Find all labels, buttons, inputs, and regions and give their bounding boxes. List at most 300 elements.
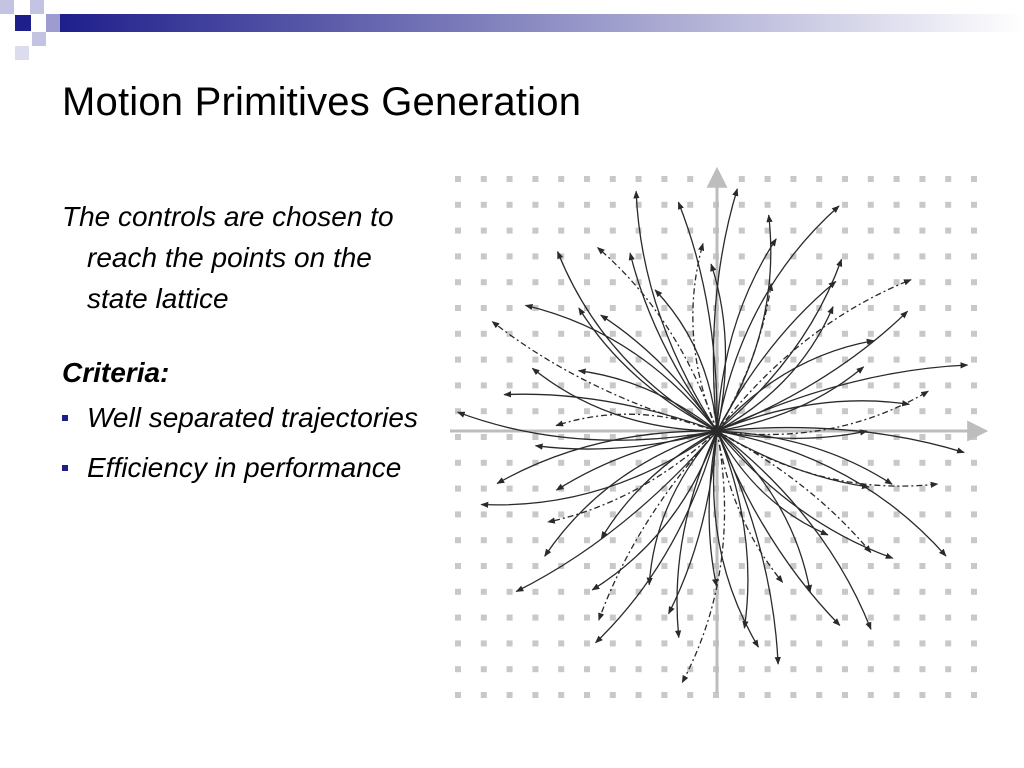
lattice-point (945, 486, 951, 492)
lattice-point (919, 563, 925, 569)
lattice-point (842, 408, 848, 414)
lattice-point (558, 666, 564, 672)
origin-point (714, 428, 721, 435)
lattice-point (971, 666, 977, 672)
lattice-point (842, 176, 848, 182)
lattice-point (971, 434, 977, 440)
lattice-point (455, 486, 461, 492)
lattice-point (868, 434, 874, 440)
lattice-point (455, 202, 461, 208)
lattice-point (532, 202, 538, 208)
lattice-point (739, 228, 745, 234)
lattice-point (507, 408, 513, 414)
lattice-point (481, 589, 487, 595)
lattice-point (945, 589, 951, 595)
lattice-point (532, 615, 538, 621)
lattice-point (481, 408, 487, 414)
lattice-point (971, 640, 977, 646)
lattice-point (816, 486, 822, 492)
lattice-point (790, 176, 796, 182)
lattice-point (507, 640, 513, 646)
lattice-point (919, 511, 925, 517)
lattice-point (507, 382, 513, 388)
lattice-point (816, 589, 822, 595)
lattice-point (790, 202, 796, 208)
lattice-point (919, 305, 925, 311)
lattice-point (687, 692, 693, 698)
lattice-point (455, 460, 461, 466)
lattice-point (945, 537, 951, 543)
lattice-point (455, 511, 461, 517)
lattice-point (971, 460, 977, 466)
lattice-point (610, 666, 616, 672)
lattice-point (687, 305, 693, 311)
lattice-point (765, 331, 771, 337)
lattice-point (584, 331, 590, 337)
lattice-point (481, 253, 487, 259)
lattice-point (945, 666, 951, 672)
lattice-point (919, 434, 925, 440)
lattice-point (532, 331, 538, 337)
lattice-point (584, 460, 590, 466)
lattice-point (919, 357, 925, 363)
lattice-point (610, 331, 616, 337)
square-bullet-icon (62, 415, 68, 421)
lattice-point (507, 666, 513, 672)
lattice-point (481, 331, 487, 337)
lattice-point (610, 537, 616, 543)
lattice-point (739, 253, 745, 259)
lattice-point (507, 357, 513, 363)
lattice-point (636, 305, 642, 311)
header-square-light (15, 46, 29, 60)
lattice-point (739, 331, 745, 337)
lattice-point (842, 666, 848, 672)
lattice-point (610, 305, 616, 311)
lattice-point (971, 331, 977, 337)
lattice-point (455, 228, 461, 234)
lattice-point (558, 460, 564, 466)
lattice-point (481, 279, 487, 285)
lattice-point (661, 202, 667, 208)
lattice-point (739, 666, 745, 672)
lattice-point (945, 511, 951, 517)
lattice-point (610, 176, 616, 182)
lattice-point (842, 202, 848, 208)
lattice-point (507, 279, 513, 285)
lattice-point (894, 279, 900, 285)
lattice-point (558, 692, 564, 698)
lattice-point (455, 357, 461, 363)
state-lattice-diagram (448, 163, 996, 701)
trajectory-curve (516, 431, 717, 592)
lattice-point (919, 460, 925, 466)
lattice-point (636, 692, 642, 698)
lattice-point (532, 486, 538, 492)
lattice-point (558, 202, 564, 208)
lattice-point (894, 176, 900, 182)
lattice-point (661, 357, 667, 363)
lattice-point (507, 305, 513, 311)
lattice-point (790, 615, 796, 621)
lattice-point (455, 434, 461, 440)
lattice-point (739, 640, 745, 646)
lattice-point (558, 279, 564, 285)
lattice-point (687, 537, 693, 543)
lattice-point (790, 692, 796, 698)
lattice-point (945, 305, 951, 311)
lattice-point (868, 537, 874, 543)
lattice-point (765, 511, 771, 517)
lattice-point (790, 486, 796, 492)
lattice-point (455, 640, 461, 646)
lattice-point (455, 253, 461, 259)
lattice-point (790, 305, 796, 311)
lattice-point (894, 589, 900, 595)
lattice-point (532, 589, 538, 595)
lattice-point (507, 176, 513, 182)
trajectory-curve (579, 308, 717, 431)
lattice-point (661, 176, 667, 182)
lattice-point (971, 357, 977, 363)
lattice-point (481, 305, 487, 311)
lattice-point (610, 692, 616, 698)
lattice-point (971, 563, 977, 569)
lattice-point (558, 331, 564, 337)
lattice-point (481, 460, 487, 466)
lattice-point (919, 615, 925, 621)
lattice-point (945, 434, 951, 440)
trajectory-curve (677, 431, 717, 638)
lattice-point (868, 511, 874, 517)
lattice-point (945, 228, 951, 234)
lattice-point (790, 434, 796, 440)
lattice-point (507, 434, 513, 440)
lattice-point (790, 589, 796, 595)
lattice-point (919, 537, 925, 543)
lattice-point (636, 666, 642, 672)
lattice-point (868, 382, 874, 388)
lattice-point (455, 331, 461, 337)
lattice-point (455, 589, 461, 595)
lattice-point (765, 615, 771, 621)
lattice-point (919, 228, 925, 234)
lattice-point (507, 563, 513, 569)
lattice-point (507, 486, 513, 492)
lattice-point (532, 563, 538, 569)
lattice-point (610, 615, 616, 621)
criteria-item-text: Well separated trajectories (87, 402, 418, 433)
header-square-light (32, 32, 46, 46)
lattice-point (610, 253, 616, 259)
lattice-point (739, 537, 745, 543)
lattice-point (971, 253, 977, 259)
trajectory-curve (481, 431, 717, 505)
lattice-point (816, 615, 822, 621)
criteria-list (62, 397, 422, 488)
lattice-point (945, 382, 951, 388)
lattice-point (584, 640, 590, 646)
lattice-point (842, 486, 848, 492)
header-square-light (30, 0, 44, 14)
lattice-point (558, 357, 564, 363)
lattice-point (842, 640, 848, 646)
lattice-point (790, 382, 796, 388)
lattice-point (584, 253, 590, 259)
lattice-point (661, 382, 667, 388)
lattice-point (507, 202, 513, 208)
lattice-point (507, 228, 513, 234)
lattice-point (919, 486, 925, 492)
lattice-point (971, 537, 977, 543)
lattice-point (481, 563, 487, 569)
lattice-point (919, 253, 925, 259)
criteria-item-text: Efficiency in performance (87, 452, 402, 483)
lattice-point (816, 666, 822, 672)
lattice-point (636, 331, 642, 337)
lattice-point (687, 279, 693, 285)
lattice-point (532, 537, 538, 543)
lattice-point (790, 460, 796, 466)
lattice-point (816, 202, 822, 208)
lattice-point (919, 176, 925, 182)
lattice-point (919, 331, 925, 337)
lattice-point (687, 253, 693, 259)
lattice-point (945, 202, 951, 208)
header-decoration (0, 0, 1024, 70)
lattice-point (610, 382, 616, 388)
lattice-point (558, 589, 564, 595)
trajectory-curve (548, 431, 717, 522)
lattice-point (687, 202, 693, 208)
lattice-point (558, 408, 564, 414)
lattice-point (584, 615, 590, 621)
lattice-point (481, 537, 487, 543)
lattice-point (868, 589, 874, 595)
lattice-point (481, 228, 487, 234)
lattice-point (636, 563, 642, 569)
lattice-point (842, 692, 848, 698)
lattice-point (584, 357, 590, 363)
lattice-point (765, 202, 771, 208)
lattice-point (842, 615, 848, 621)
lattice-point (532, 357, 538, 363)
lattice-point (481, 357, 487, 363)
criteria-heading: Criteria: (62, 357, 170, 388)
lattice-point (945, 253, 951, 259)
lattice-point (610, 563, 616, 569)
lattice-point (868, 176, 874, 182)
lattice-point (971, 692, 977, 698)
lattice-point (816, 176, 822, 182)
slide-title: Motion Primitives Generation (62, 80, 582, 124)
lattice-point (532, 692, 538, 698)
lattice-point (584, 228, 590, 234)
trajectory-curve (717, 431, 778, 664)
lattice-point (739, 279, 745, 285)
intro-paragraph: The controls are chosen to reach the points on the state lattice (62, 201, 394, 314)
trajectory-curve (601, 315, 717, 431)
lattice-point (894, 666, 900, 672)
lattice-point (945, 692, 951, 698)
lattice-point (636, 511, 642, 517)
lattice-point (661, 666, 667, 672)
lattice-point (507, 615, 513, 621)
lattice-point (842, 228, 848, 234)
lattice-point (481, 434, 487, 440)
lattice-point (739, 176, 745, 182)
lattice-point (919, 202, 925, 208)
lattice-point (532, 511, 538, 517)
lattice-point (842, 563, 848, 569)
lattice-point (816, 563, 822, 569)
lattice-point (661, 692, 667, 698)
trajectory-curve (492, 322, 717, 432)
lattice-point (894, 408, 900, 414)
lattice-point (532, 176, 538, 182)
lattice-point (868, 202, 874, 208)
lattice-point (584, 382, 590, 388)
lattice-point (687, 615, 693, 621)
lattice-point (481, 486, 487, 492)
lattice-point (894, 615, 900, 621)
lattice-point (687, 589, 693, 595)
lattice-point (455, 692, 461, 698)
lattice-point (790, 331, 796, 337)
lattice-point (945, 279, 951, 285)
lattice-point (842, 253, 848, 259)
lattice-point (790, 228, 796, 234)
lattice-point (919, 279, 925, 285)
lattice-point (610, 640, 616, 646)
lattice-point (945, 331, 951, 337)
header-square-mid (46, 14, 60, 32)
lattice-point (481, 176, 487, 182)
lattice-point (894, 305, 900, 311)
lattice-point (687, 640, 693, 646)
lattice-point (842, 331, 848, 337)
lattice-point (507, 511, 513, 517)
lattice-point (584, 486, 590, 492)
lattice-point (894, 357, 900, 363)
lattice-point (636, 408, 642, 414)
lattice-point (558, 305, 564, 311)
lattice-point (816, 228, 822, 234)
lattice-point (842, 460, 848, 466)
lattice-point (739, 202, 745, 208)
lattice-point (532, 228, 538, 234)
lattice-point (816, 253, 822, 259)
lattice-point (481, 202, 487, 208)
lattice-point (842, 589, 848, 595)
lattice-point (945, 615, 951, 621)
lattice-point (481, 511, 487, 517)
lattice-point (584, 408, 590, 414)
lattice-point (868, 279, 874, 285)
lattice-point (971, 279, 977, 285)
lattice-point (868, 692, 874, 698)
lattice-point (971, 382, 977, 388)
lattice-point (868, 563, 874, 569)
square-bullet-icon (62, 465, 68, 471)
lattice-point (661, 305, 667, 311)
lattice-point (945, 408, 951, 414)
lattice-point (739, 589, 745, 595)
lattice-point (636, 253, 642, 259)
lattice-point (455, 615, 461, 621)
lattice-point (919, 589, 925, 595)
lattice-point (971, 305, 977, 311)
lattice-point (661, 253, 667, 259)
lattice-point (971, 176, 977, 182)
lattice-point (816, 408, 822, 414)
lattice-point (894, 382, 900, 388)
lattice-point (661, 615, 667, 621)
lattice-point (661, 563, 667, 569)
lattice-point (532, 253, 538, 259)
lattice-point (919, 666, 925, 672)
lattice-point (868, 666, 874, 672)
lattice-point (532, 279, 538, 285)
header-gradient-bar (60, 14, 1024, 32)
lattice-point (610, 434, 616, 440)
lattice-point (584, 692, 590, 698)
lattice-point (636, 228, 642, 234)
lattice-point (532, 382, 538, 388)
lattice-point (584, 176, 590, 182)
lattice-point (894, 640, 900, 646)
lattice-point (919, 382, 925, 388)
lattice-point (610, 279, 616, 285)
lattice-point (481, 382, 487, 388)
lattice-point (894, 563, 900, 569)
lattice-point (661, 279, 667, 285)
lattice-point (661, 640, 667, 646)
lattice-point (842, 511, 848, 517)
lattice-point (868, 305, 874, 311)
lattice-point (868, 615, 874, 621)
lattice-point (636, 176, 642, 182)
lattice-point (610, 511, 616, 517)
lattice-point (636, 640, 642, 646)
lattice-point (868, 228, 874, 234)
lattice-point (455, 666, 461, 672)
lattice-point (610, 357, 616, 363)
lattice-point (455, 279, 461, 285)
lattice-point (868, 460, 874, 466)
criteria-item (62, 447, 422, 488)
lattice-point (868, 640, 874, 646)
lattice-point (816, 640, 822, 646)
lattice-point (945, 460, 951, 466)
lattice-point (790, 279, 796, 285)
lattice-point (661, 228, 667, 234)
lattice-point (455, 563, 461, 569)
lattice-point (532, 666, 538, 672)
lattice-point (816, 382, 822, 388)
lattice-point (945, 563, 951, 569)
lattice-point (765, 640, 771, 646)
lattice-point (739, 692, 745, 698)
lattice-point (816, 511, 822, 517)
lattice-point (919, 640, 925, 646)
lattice-point (971, 408, 977, 414)
lattice-point (945, 640, 951, 646)
lattice-point (971, 589, 977, 595)
lattice-point (584, 537, 590, 543)
lattice-point (481, 640, 487, 646)
lattice-point (945, 176, 951, 182)
